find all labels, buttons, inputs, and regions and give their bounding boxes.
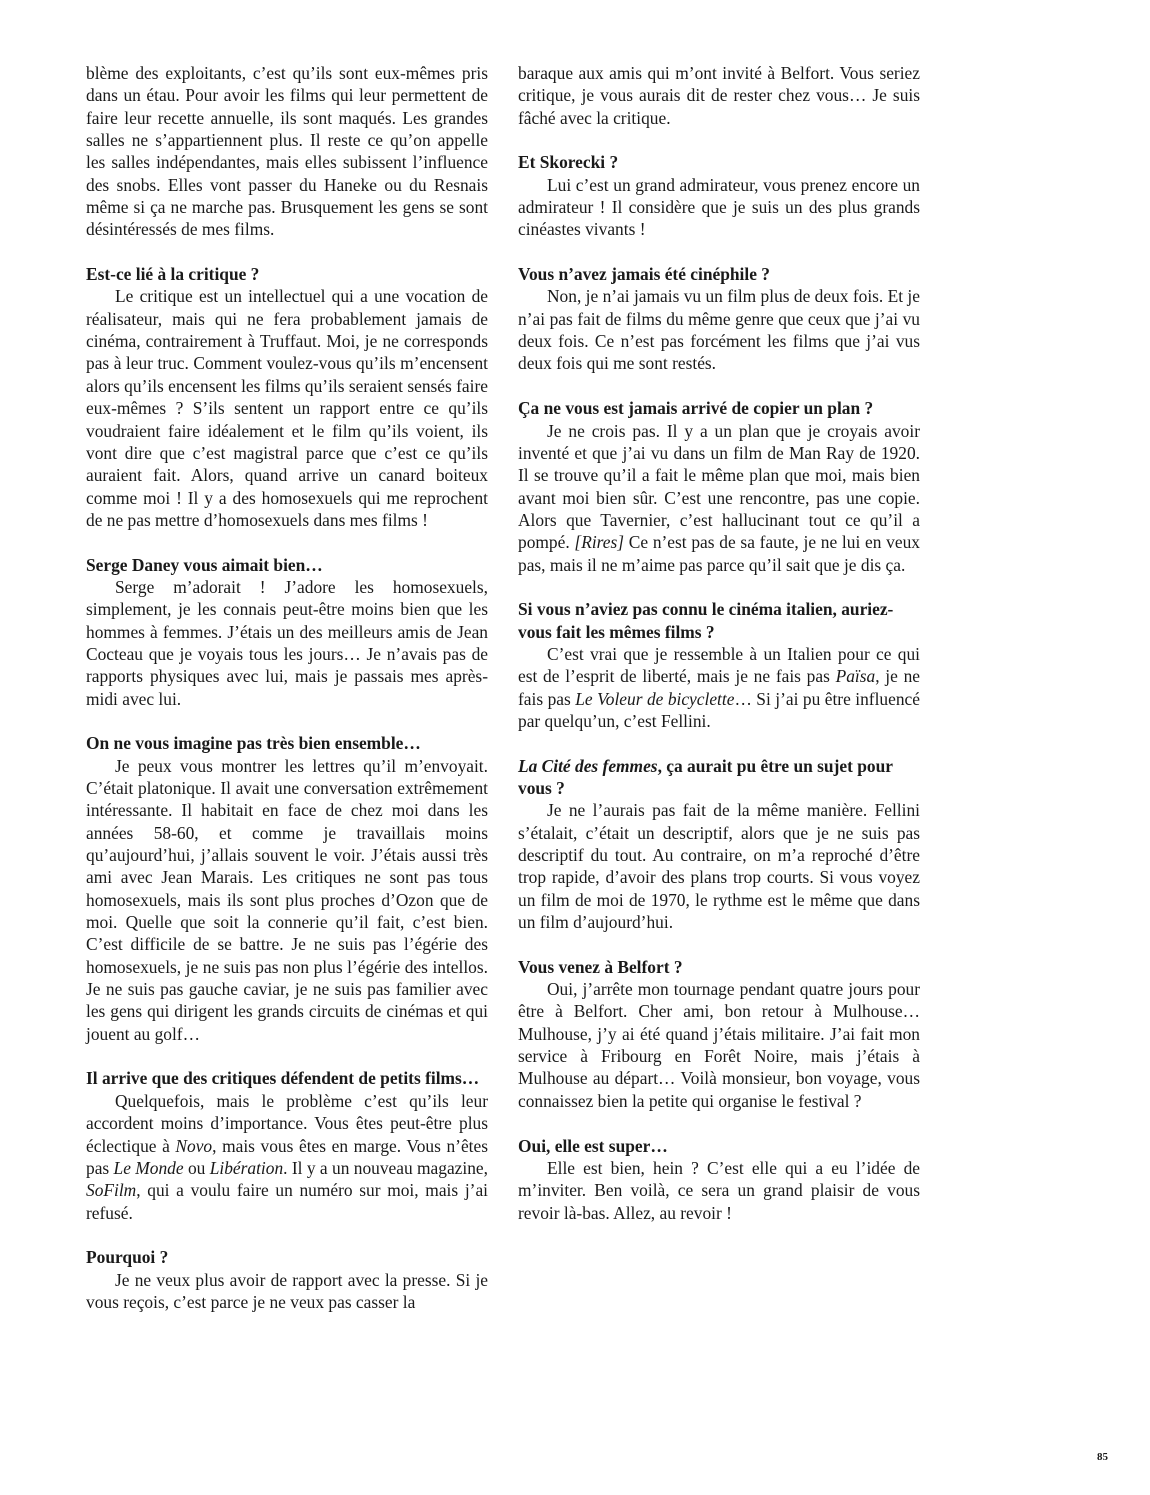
qa-block (518, 598, 920, 732)
intro-paragraph (86, 62, 488, 241)
answer-text: C’est vrai que je ressemble à un Italien pour ce qui est de l’esprit de liberté, mais je ne fais pas Païsa, je ne fais pas Le Voleur de bicyclette… Si j’ai pu être influencé par quelqu’un, c’est Fellini. (518, 643, 920, 731)
qa-block (518, 755, 920, 934)
question-heading: Il arrive que des critiques défendent de petits films… (86, 1068, 480, 1089)
answer-text: Serge m’adorait ! J’adore les homosexuels, simplement, je les connais peut-être moins bien que les hommes à femmes. J’étais un des meilleurs amis de Jean Cocteau que je voyais tous les jours… Je n’avais pas de rapports physiques avec lui, mais je passais mes après-midi avec lui. (86, 576, 488, 709)
qa-block (86, 1246, 488, 1313)
answer-text: Je ne l’aurais pas fait de la même manière. Fellini s’étalait, c’était un descriptif, alors que je ne suis pas descriptif du tout. Au contraire, on m’a reproché d’être trop rapide, d’avoir des plans trop courts. Si vous voyez un film de moi de 1970, le rythme est le même que dans un film d’aujourd’hui. (518, 800, 920, 933)
answer-text: Quelquefois, mais le problème c’est qu’ils leur accordent moins d’importance. Vous êtes peut-être plus éclectique à Novo, mais vous êtes en marge. Vous n’êtes pas Le Monde ou Libération. Il y a un nouveau magazine, SoFilm, qui a voulu faire un numéro sur moi, mais j’ai refusé. (86, 1090, 488, 1223)
answer-text: baraque aux amis qui m’ont invité à Belfort. Vous seriez critique, je vous aurais dit de rester chez vous… Je suis fâché avec la critique. (518, 63, 920, 128)
qa-block (86, 554, 488, 710)
qa-block (86, 1067, 488, 1223)
italic-title: Païsa (835, 666, 876, 687)
qa-block (518, 397, 920, 576)
italic-title: Le Voleur de bicyclette (575, 688, 735, 709)
answer-text: Elle est bien, hein ? C’est elle qui a eu l’idée de m’inviter. Ben voilà, ce sera un grand plaisir de vous revoir là-bas. Allez, au revoir ! (518, 1157, 920, 1223)
answer-text: Non, je n’ai jamais vu un film plus de deux fois. Et je n’ai pas fait de films du même genre que ceux que j’ai vu deux fois. Ce n’est pas forcément les films que j’ai vus deux fois qui me sont restés. (518, 286, 920, 374)
italic-title: Libération (209, 1157, 284, 1178)
qa-block (518, 151, 920, 240)
answer-text: Je ne crois pas. Il y a un plan que je croyais avoir inventé et que j’ai vu dans un film de Man Ray de 1920. Il se trouve qu’il a fait le même plan que moi, mais bien avant moi bien sûr. C’est une rencontre, pas une copie. Alors que Tavernier, c’est hallucinant tout ce qu’il a pompé. [Rires] Ce n’est pas de sa faute, je ne lui en veux pas, mais il ne m’aime pas parce qu’il sait que je dis ça. (518, 420, 920, 575)
italic-title: Le Monde (113, 1157, 184, 1178)
answer-text: Le critique est un intellectuel qui a une vocation de réalisateur, mais qui ne fera probablement jamais de cinéma, contrairement à Truffaut. Moi, je ne corresponds pas à leur truc. Comment voulez-vous qu’ils m’encensent alors qu’ils encensent les films qu’ils seraient sensés faire eux-mêmes ? S’ils sentent un rapport entre ce qu’ils voudraient faire idéalement et le film qu’ils voient, ils vont dire que c’est magistral parce que c’est ce qu’ils auraient fait. Alors, quand arrive un canard boiteux comme moi ! Il y a des homosexuels qui me reprochent de ne pas mettre d’homosexuels dans mes films ! (86, 286, 488, 530)
qa-block (518, 1135, 920, 1224)
answer-text: Oui, j’arrête mon tournage pendant quatre jours pour être à Belfort. Cher ami, bon retour à Mulhouse… Mulhouse, j’y ai été quand j’étais militaire. J’ai fait mon service à Fribourg en Forêt Noire, mais j’étais à Mulhouse au départ… Voilà monsieur, bon voyage, vous connaissez bien la petite qui organise le festival ? (518, 979, 920, 1111)
right-column (518, 62, 920, 1246)
qa-block (518, 956, 920, 1112)
qa-block (86, 263, 488, 531)
italic-title: SoFilm (86, 1180, 137, 1201)
question-heading: Serge Daney vous aimait bien… (86, 554, 323, 575)
question-heading: Si vous n’aviez pas connu le cinéma italien, auriez-vous fait les mêmes films ? (518, 599, 894, 642)
italic-title: [Rires] (574, 532, 625, 553)
question-heading: Vous venez à Belfort ? (518, 956, 683, 977)
question-heading: Pourquoi ? (86, 1247, 169, 1268)
question-heading: On ne vous imagine pas très bien ensemble… (86, 733, 421, 754)
answer-text: blème des exploitants, c’est qu’ils sont eux-mêmes pris dans un étau. Pour avoir les films qui leur permettent de faire leur recette annuelle, ils sont maqués. Les grandes salles ne s’appartiennent plus. Il reste ce qu’on appelle les salles indépendantes, mais elles subissent l’influence des snobs. Elles vont passer du Haneke ou du Resnais même si ça ne marche pas. Brusquement les gens se sont désintéressés de mes films. (86, 63, 488, 240)
qa-block (86, 732, 488, 1045)
question-heading: La Cité des femmes, ça aurait pu être un sujet pour vous ? (518, 755, 893, 798)
answer-text: Je ne veux plus avoir de rapport avec la presse. Si je vous reçois, c’est parce je ne veux pas casser la (86, 1269, 488, 1312)
question-heading: Oui, elle est super… (518, 1135, 668, 1156)
question-heading: Vous n’avez jamais été cinéphile ? (518, 264, 770, 285)
answer-text: Je peux vous montrer les lettres qu’il m’envoyait. C’était platonique. Il avait une conversation extrêmement intéressante. Il habitait en face de chez moi dans les années 58-60, et comme je travaillais moins qu’aujourd’hui, j’allais souvent le voir. J’étais aussi très ami avec Jean Marais. Les critiques ne sont pas tous homosexuels, mais ils sont plus proches d’Ozon que de moi. Quelle que soit la connerie qu’il fait, c’est bien. C’est difficile de se battre. Je ne suis pas l’égérie des homosexuels, je ne suis pas non plus l’égérie des intellos. Je ne suis pas gauche caviar, je ne suis pas familier avec les gens qui dirigent les grands circuits de cinémas et qui jouent au golf… (86, 755, 488, 1044)
qa-block (518, 263, 920, 375)
answer-text: Lui c’est un grand admirateur, vous prenez encore un admirateur ! Il considère que je suis un des plus grands cinéastes vivants ! (518, 174, 920, 240)
question-heading: Ça ne vous est jamais arrivé de copier un plan ? (518, 398, 874, 419)
italic-title: Novo (175, 1135, 213, 1156)
page-number: 85 (1097, 1451, 1108, 1463)
intro-paragraph (518, 62, 920, 129)
question-heading: Et Skorecki ? (518, 152, 619, 173)
left-column (86, 62, 488, 1336)
question-heading: Est-ce lié à la critique ? (86, 264, 260, 285)
italic-title: La Cité des femmes (518, 755, 658, 776)
